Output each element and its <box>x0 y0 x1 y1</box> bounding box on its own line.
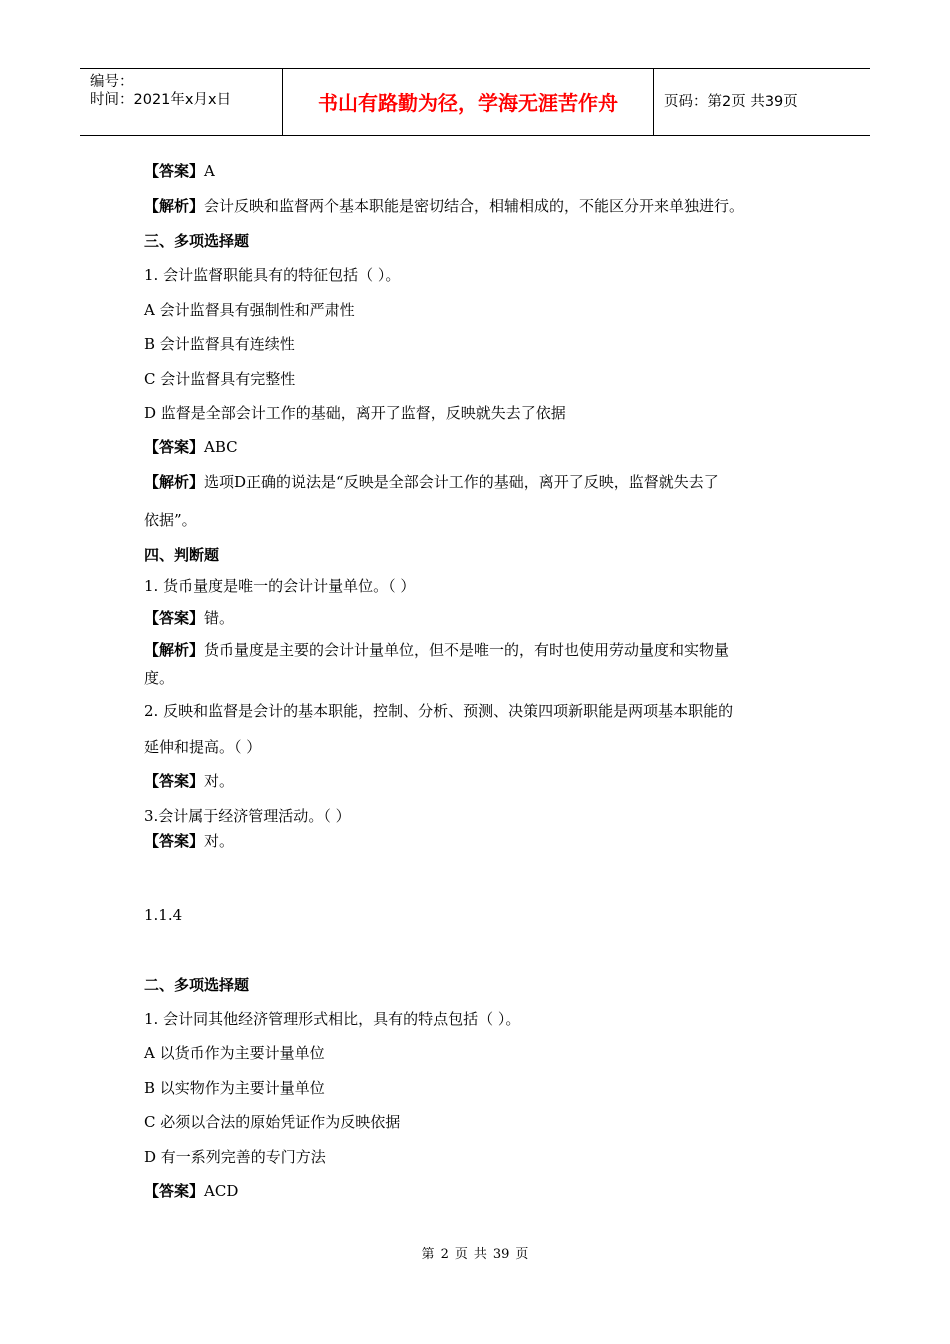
footer-total-pages: 39 <box>492 1247 510 1262</box>
analysis-line <box>144 640 729 660</box>
footer-gong: 共 <box>473 1247 487 1262</box>
answer-line <box>144 1181 238 1201</box>
option-b: B 以实物作为主要计量单位 <box>144 1079 325 1097</box>
question-text: 1. 货币量度是唯一的会计计量单位。（ ） <box>144 577 416 595</box>
answer-tag: 【答案】 <box>144 832 205 850</box>
option-c: C 必须以合法的原始凭证作为反映依据 <box>144 1113 401 1131</box>
analysis-tag: 【解析】 <box>144 473 205 491</box>
analysis-text: 会计反映和监督两个基本职能是密切结合，相辅相成的，不能区分开来单独进行。 <box>204 197 745 215</box>
header-motto: 书山有路勤为径，学海无涯苦作舟 <box>318 91 618 115</box>
option-d: D 监督是全部会计工作的基础，离开了监督，反映就失去了依据 <box>144 404 566 422</box>
option-b: B 会计监督具有连续性 <box>144 335 295 353</box>
answer-tag: 【答案】 <box>144 438 205 456</box>
page-header <box>80 68 870 136</box>
question-continuation: 延伸和提高。（ ） <box>144 738 262 756</box>
answer-line <box>144 771 234 791</box>
analysis-continuation: 度。 <box>144 669 175 687</box>
answer-text: 对。 <box>204 832 235 850</box>
answer-text: 对。 <box>204 772 235 790</box>
option-a: A 会计监督具有强制性和严肃性 <box>144 301 355 319</box>
answer-tag: 【答案】 <box>144 1182 205 1200</box>
option-d: D 有一系列完善的专门方法 <box>144 1148 326 1166</box>
analysis-text: 选项D正确的说法是“反映是全部会计工作的基础，离开了反映，监督就失去了 <box>204 473 719 491</box>
answer-tag: 【答案】 <box>144 772 205 790</box>
analysis-line <box>144 196 744 216</box>
answer-text: ABC <box>204 438 238 456</box>
page-footer <box>0 1246 950 1264</box>
option-a: A 以货币作为主要计量单位 <box>144 1044 325 1062</box>
answer-line <box>144 161 215 181</box>
header-time-label: 时间：2021年x月x日 <box>90 92 232 108</box>
answer-line <box>144 437 238 457</box>
footer-di: 第 <box>421 1247 435 1262</box>
analysis-text: 货币量度是主要的会计计量单位，但不是唯一的，有时也使用劳动量度和实物量 <box>204 641 730 659</box>
answer-line <box>144 831 234 851</box>
footer-page-number: 2 <box>440 1247 449 1262</box>
analysis-line <box>144 472 719 492</box>
footer-ye: 页 <box>454 1247 468 1262</box>
header-motto-cell <box>282 69 654 135</box>
answer-tag: 【答案】 <box>144 609 205 627</box>
question-text: 2. 反映和监督是会计的基本职能，控制、分析、预测、决策四项新职能是两项基本职能的 <box>144 702 734 720</box>
answer-tag: 【答案】 <box>144 162 205 180</box>
analysis-tag: 【解析】 <box>144 641 205 659</box>
answer-line <box>144 608 234 628</box>
footer-ye: 页 <box>515 1247 529 1262</box>
option-c: C 会计监督具有完整性 <box>144 370 296 388</box>
header-page-label: 页码：第2页 共39页 <box>664 94 798 110</box>
header-code-label: 编号： <box>90 74 134 90</box>
question-text: 1. 会计同其他经济管理形式相比，具有的特点包括（ ）。 <box>144 1010 521 1028</box>
question-text: 3.会计属于经济管理活动。（ ） <box>144 807 351 825</box>
analysis-tag: 【解析】 <box>144 197 205 215</box>
answer-text: A <box>204 162 215 180</box>
question-text: 1. 会计监督职能具有的特征包括（ ）。 <box>144 266 401 284</box>
section-number: 1.1.4 <box>144 906 183 924</box>
answer-text: ACD <box>204 1182 239 1200</box>
section-heading: 三、多项选择题 <box>144 232 250 250</box>
analysis-continuation: 依据”。 <box>144 511 197 529</box>
answer-text: 错。 <box>204 609 235 627</box>
section-heading: 四、判断题 <box>144 546 220 564</box>
header-page-cell <box>654 69 870 135</box>
section-heading: 二、多项选择题 <box>144 976 250 994</box>
header-info-cell <box>80 69 282 135</box>
